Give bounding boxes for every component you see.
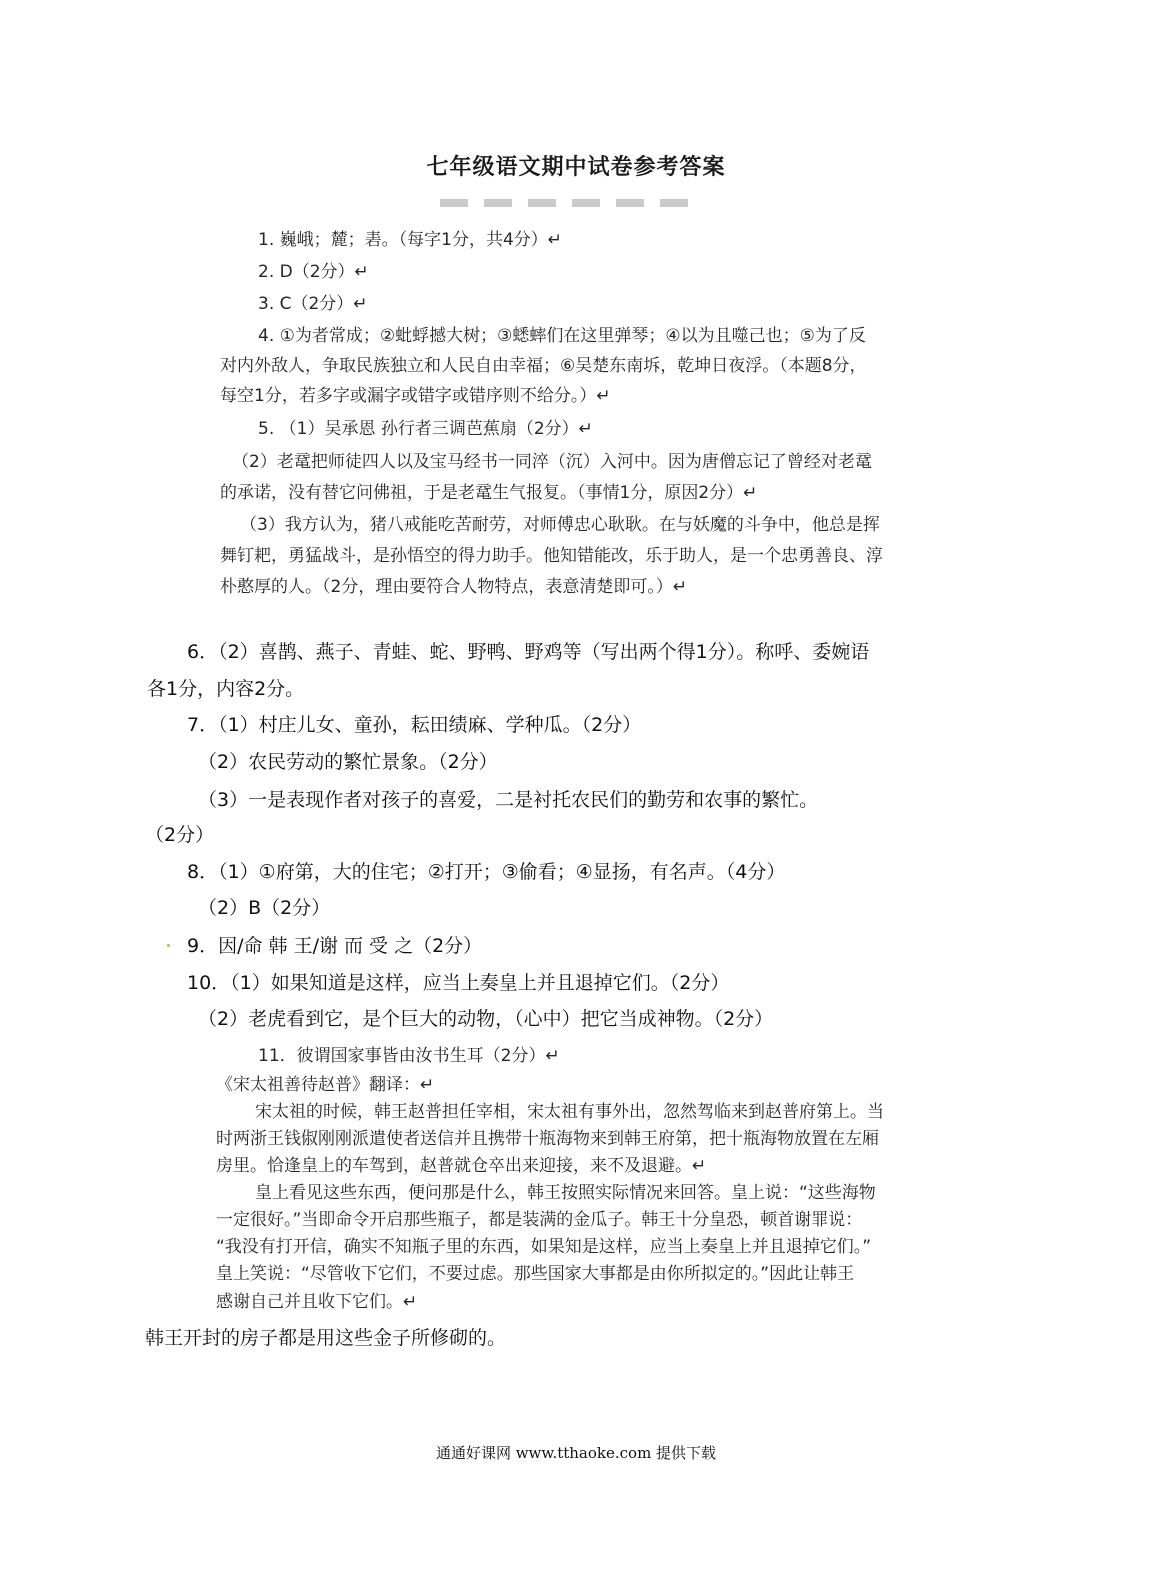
answer-line: “我没有打开信，确实不知瓶子里的东西，如果知是这样，应当上奏皇上并且退掉它们。” xyxy=(216,1237,872,1257)
answer-line: 7．（1）村庄儿女、童孙，耘田绩麻、学种瓜。（2分） xyxy=(187,714,642,736)
answer-line: 感谢自己并且收下它们。↵ xyxy=(216,1292,418,1312)
answer-line: 8．（1）①府第，大的住宅；②打开；③偷看；④显扬，有名声。（4分） xyxy=(187,861,786,883)
answer-line: 11．彼谓国家事皆由汝书生耳（2分）↵ xyxy=(258,1046,560,1066)
answer-line: 韩王开封的房子都是用这些金子所修砌的。 xyxy=(145,1327,507,1349)
answer-line: 3. C（2分）↵ xyxy=(258,294,368,314)
answer-line: 5. （1）吴承恩 孙行者三调芭蕉扇（2分）↵ xyxy=(258,419,593,439)
answer-line: 6．（2）喜鹊、燕子、青蛙、蛇、野鸭、野鸡等（写出两个得1分）。称呼、委婉语 xyxy=(187,641,870,663)
answer-line: 房里。恰逢皇上的车驾到，赵普就仓卒出来迎接，来不及退避。↵ xyxy=(216,1156,707,1176)
answer-line: 各1分，内容2分。 xyxy=(147,678,305,700)
page-footer: 通通好课网 www.tthaoke.com 提供下载 xyxy=(435,1444,717,1462)
answer-line: 朴憨厚的人。（2分，理由要符合人物特点，表意清楚即可。）↵ xyxy=(220,577,688,597)
answer-line: 时两浙王钱俶刚刚派遣使者送信并且携带十瓶海物来到韩王府第，把十瓶海物放置在左厢 xyxy=(216,1129,879,1149)
page-title: 七年级语文期中试卷参考答案 xyxy=(426,154,726,180)
answer-line: 9．因/命 韩 王/谢 而 受 之（2分） xyxy=(187,935,483,957)
answer-line: （2）农民劳动的繁忙景象。（2分） xyxy=(198,751,498,773)
answer-line: 4. ①为者常成；②蚍蜉撼大树；③蟋蟀们在这里弹琴；④以为且噬己也；⑤为了反 xyxy=(258,326,866,346)
answer-line: 10．（1）如果知道是这样，应当上奏皇上并且退掉它们。（2分） xyxy=(187,972,730,994)
answer-line: 皇上看见这些东西，便问那是什么，韩王按照实际情况来回答。皇上说：“这些海物 xyxy=(255,1183,876,1203)
answer-line: （2）老虎看到它，是个巨大的动物，（心中）把它当成神物。（2分） xyxy=(198,1008,774,1030)
answer-line: （3）我方认为，猪八戒能吃苦耐劳，对师傅忠心耿耿。在与妖魔的斗争中，他总是挥 xyxy=(240,515,880,535)
cropped-line-fragment xyxy=(440,199,700,207)
stray-mark xyxy=(167,944,170,947)
answer-line: 皇上笑说：“尽管收下它们，不要过虑。那些国家大事都是由你所拟定的。”因此让韩王 xyxy=(216,1264,855,1284)
answer-line: 对内外敌人，争取民族独立和人民自由幸福；⑥吴楚东南坼，乾坤日夜浮。（本题8分， xyxy=(220,356,867,376)
answer-line: （2）老鼋把师徒四人以及宝马经书一同淬（沉）入河中。因为唐僧忘记了曾经对老鼋 xyxy=(232,452,872,472)
answer-line: （3）一是表现作者对孩子的喜爱，二是衬托农民们的勤劳和农事的繁忙。 xyxy=(198,789,819,811)
answer-line: 2. D（2分）↵ xyxy=(258,262,369,282)
answer-line: 《宋太祖善待赵普》翻译：↵ xyxy=(216,1075,435,1095)
answer-line: 宋太祖的时候，韩王赵普担任宰相，宋太祖有事外出，忽然驾临来到赵普府第上。当 xyxy=(255,1102,884,1122)
answer-line: 每空1分，若多字或漏字或错字或错序则不给分。）↵ xyxy=(220,386,611,406)
answer-line: 1. 巍峨；麓；砉。（每字1分，共4分）↵ xyxy=(258,230,562,250)
answer-line: 的承诺，没有替它问佛祖，于是老鼋生气报复。（事情1分，原因2分）↵ xyxy=(220,483,758,503)
answer-line: （2）B（2分） xyxy=(198,897,331,919)
answer-line: 舞钉耙，勇猛战斗，是孙悟空的得力助手。他知错能改，乐于助人，是一个忠勇善良、淳 xyxy=(220,546,883,566)
answer-line: 一定很好。”当即命令开启那些瓶子，都是装满的金瓜子。韩王十分皇恐，顿首谢罪说： xyxy=(216,1210,863,1230)
answer-line: （2分） xyxy=(145,824,215,846)
